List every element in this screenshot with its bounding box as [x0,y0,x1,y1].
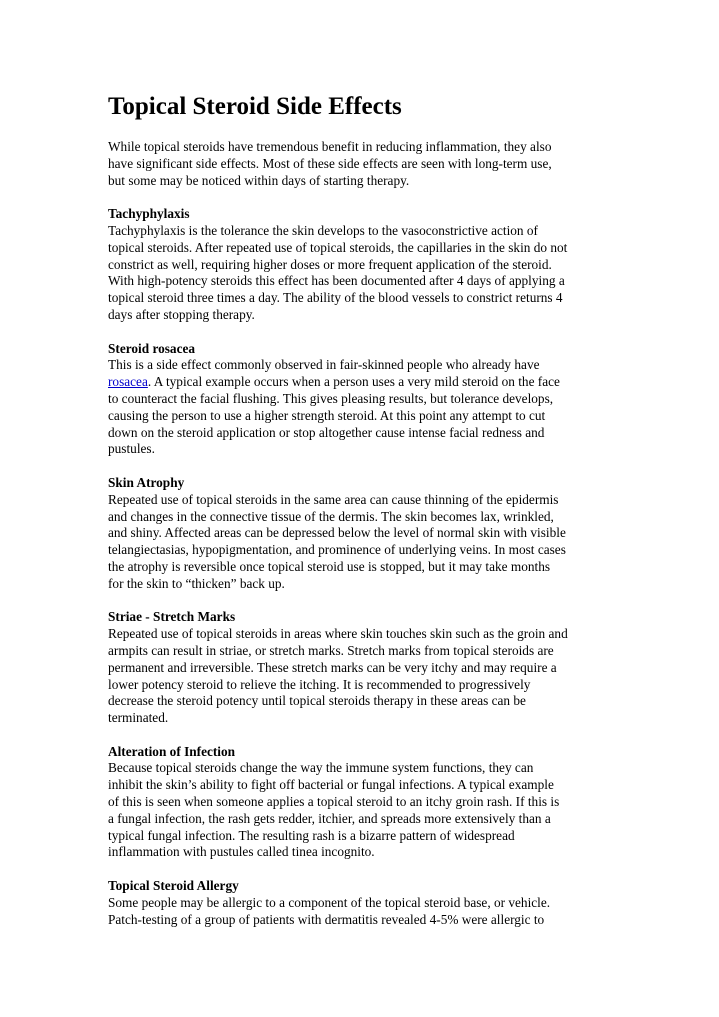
text-line: telangiectasias, hypopigmentation, and prominence of underlying veins. In most cases [108,542,566,558]
text-line: permanent and irreversible. These stretch marks can be very itchy and may require a [108,659,557,675]
text-line: Patch-testing of a group of patients with dermatitis revealed 4-5% were allergic to [108,911,545,927]
text-fragment: . A typical example occurs when a person uses a very mild steroid on the face [147,374,560,390]
text-line: decrease the steroid potency until topical steroids therapy in these areas can be [108,693,526,709]
text-line: While topical steroids have tremendous benefit in reducing inflammation, they also [108,139,552,154]
text-line: Repeated use of topical steroids in the same area can cause thinning of the epidermis [108,491,559,507]
section-heading: Topical Steroid Allergy [108,878,239,894]
section-topical-steroid-allergy [108,878,614,928]
text-line: Because topical steroids change the way the immune system functions, they can [108,760,534,776]
section-heading: Steroid rosacea [108,340,196,356]
text-line: constrict as well, requiring higher doses or more frequent application of the steroid. [108,256,552,272]
text-line: but some may be noticed within days of starting therapy. [108,172,410,188]
section-heading: Alteration of Infection [108,743,236,759]
text-line: Repeated use of topical steroids in areas where skin touches skin such as the groin and [108,626,568,642]
text-line: inhibit the skin’s ability to fight off bacterial or fungal infections. A typical example [108,777,554,793]
section-heading: Striae - Stretch Marks [108,609,236,625]
text-line: days after stopping therapy. [108,306,255,322]
text-line: Some people may be allergic to a component of the topical steroid base, or vehicle. [108,894,551,910]
section-heading: Tachyphylaxis [108,206,190,222]
text-line: armpits can result in striae, or stretch marks. Stretch marks from topical steroids are [108,642,554,658]
page-title: Topical Steroid Side Effects [108,93,402,120]
text-line: terminated. [108,710,169,726]
text-line: topical steroids. After repeated use of topical steroids, the capillaries in the skin do not [108,239,568,255]
text-line: a fungal infection, the rash gets redder, itchier, and spreads more extensively than a [108,810,551,826]
text-line: typical fungal infection. The resulting rash is a bizarre pattern of widespread [108,827,515,843]
text-line: the atrophy is reversible once topical steroid use is stopped, but it may take months [108,558,551,574]
text-line: Tachyphylaxis is the tolerance the skin develops to the vasoconstrictive action of [108,222,538,238]
text-line: With high-potency steroids this effect has been documented after 4 days of applying a [108,273,565,289]
intro-paragraph [108,139,614,189]
text-line: topical steroid three times a day. The ability of the blood vessels to constrict returns 4 [108,290,563,306]
section-heading: Skin Atrophy [108,474,185,490]
section-striae [108,609,614,727]
text-line: for the skin to “thicken” back up. [108,575,285,591]
text-line: lower potency steroid to relieve the itching. It is recommended to progressively [108,676,531,692]
section-tachyphylaxis [108,206,614,324]
text-line: inflammation with pustules called tinea incognito. [108,844,375,860]
text-line: of this is seen when someone applies a topical steroid to an itchy groin rash. If this is [108,794,560,810]
text-line: causing the person to use a higher strength steroid. At this point any attempt to cut [108,407,546,423]
text-line: down on the steroid application or stop altogether cause intense facial redness and [108,424,545,440]
section-skin-atrophy [108,475,614,593]
text-line: have significant side effects. Most of these side effects are seen with long-term use, [108,155,552,171]
text-line: This is a side effect commonly observed in fair-skinned people who already have [108,357,540,373]
text-line [108,374,614,391]
text-line: to counteract the facial flushing. This gives pleasing results, but tolerance develops, [108,390,554,406]
text-line: and changes in the connective tissue of the dermis. The skin becomes lax, wrinkled, [108,508,554,524]
text-line: and shiny. Affected areas can be depressed below the level of normal skin with visible [108,525,566,541]
document-page [108,92,614,928]
rosacea-link[interactable]: rosacea [108,374,148,390]
text-line: pustules. [108,441,155,457]
section-alteration-of-infection [108,744,614,862]
section-steroid-rosacea [108,341,614,459]
